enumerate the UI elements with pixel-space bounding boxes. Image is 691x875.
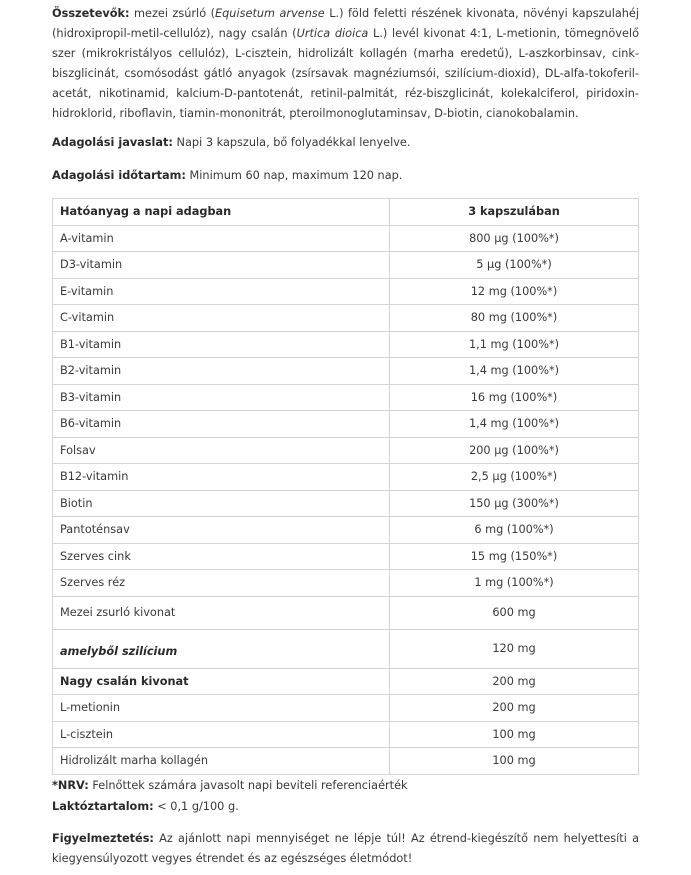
- row-name: Mezei zsurló kivonat: [53, 596, 390, 629]
- ingredients-latin-2: Urtica dioica: [296, 27, 369, 40]
- row-name: A-vitamin: [53, 225, 390, 252]
- row-name: L-cisztein: [53, 721, 390, 748]
- row-value: 80 mg (100%*): [390, 305, 639, 332]
- row-name: B12-vitamin: [53, 464, 390, 491]
- row-name: Szerves cink: [53, 543, 390, 570]
- row-name: Hidrolizált marha kollagén: [53, 748, 390, 775]
- dosage-label: Adagolási javaslat:: [52, 136, 173, 149]
- row-value: 120 mg: [390, 629, 639, 668]
- row-name: C-vitamin: [53, 305, 390, 332]
- lactose-note: [52, 797, 639, 817]
- table-row: [53, 490, 639, 517]
- row-name: L-metionin: [53, 695, 390, 722]
- warning-text: Az ajánlott napi mennyiséget ne lépje túl! Az étrend-kiegészítő nem helyettesíti a kiegyensúlyozott vegyes étrendet és az egészséges életmódot!: [52, 832, 639, 865]
- row-value: 100 mg: [390, 748, 639, 775]
- table-row: [53, 748, 639, 775]
- row-name: Biotin: [53, 490, 390, 517]
- row-name: B3-vitamin: [53, 384, 390, 411]
- nrv-note: [52, 776, 639, 796]
- row-name: D3-vitamin: [53, 252, 390, 279]
- dosage-text: Napi 3 kapszula, bő folyadékkal lenyelve.: [172, 136, 411, 149]
- ingredients-paragraph: [52, 4, 639, 124]
- row-name: E-vitamin: [53, 278, 390, 305]
- row-value: 100 mg: [390, 721, 639, 748]
- row-value: 1,4 mg (100%*): [390, 358, 639, 385]
- table-row: [53, 305, 639, 332]
- table-row: [53, 517, 639, 544]
- row-name: B1-vitamin: [53, 331, 390, 358]
- nutrition-table: [52, 198, 639, 775]
- row-value: 150 µg (300%*): [390, 490, 639, 517]
- table-row: [53, 278, 639, 305]
- row-value: 1,1 mg (100%*): [390, 331, 639, 358]
- row-value: 1,4 mg (100%*): [390, 411, 639, 438]
- row-value: 1 mg (100%*): [390, 570, 639, 597]
- lactose-label: Laktóztartalom:: [52, 800, 154, 813]
- table-row: [53, 596, 639, 629]
- ingredients-text-2: L.) föld feletti részének kivonata, növényi kapszulahéj (hidroxipropil-metil-cellulóz), nagy csalán (: [52, 7, 640, 40]
- row-name: B6-vitamin: [53, 411, 390, 438]
- table-row: [53, 358, 639, 385]
- table-row: [53, 695, 639, 722]
- table-row: [53, 411, 639, 438]
- duration-text: Minimum 60 nap, maximum 120 nap.: [185, 169, 403, 182]
- nrv-text: Felnőttek számára javasolt napi beviteli referenciaérték: [88, 779, 408, 792]
- table-row: [53, 570, 639, 597]
- header-ingredient: Hatóanyag a napi adagban: [53, 199, 390, 226]
- row-name: amelyből szilícium: [53, 629, 390, 668]
- row-value: 200 µg (100%*): [390, 437, 639, 464]
- table-row: [53, 384, 639, 411]
- row-value: 16 mg (100%*): [390, 384, 639, 411]
- row-value: 6 mg (100%*): [390, 517, 639, 544]
- ingredients-label: Összetevők:: [52, 7, 130, 20]
- dosage-paragraph: [52, 133, 639, 153]
- table-row: [53, 437, 639, 464]
- ingredients-latin-1: Equisetum arvense: [215, 7, 325, 20]
- row-value: 15 mg (150%*): [390, 543, 639, 570]
- duration-label: Adagolási időtartam:: [52, 169, 186, 182]
- row-value: 200 mg: [390, 695, 639, 722]
- table-row: [53, 721, 639, 748]
- duration-paragraph: [52, 166, 639, 186]
- table-row: [53, 668, 639, 695]
- table-row: [53, 252, 639, 279]
- warning-label: Figyelmeztetés:: [52, 832, 154, 845]
- nrv-label: *NRV:: [52, 779, 89, 792]
- lactose-text: < 0,1 g/100 g.: [153, 800, 239, 813]
- ingredients-text-3: L.) levél kivonat 4:1, L-metionin, tömegnövelő szer (mikrokristályos cellulóz), L-cisztein, hidrolizált kollagén (marha eredetű), L-aszkorbinsav, cink-biszglicinát, csomósodást gátló anyagok (zsírsavak magnéziumsói, szilícium-dioxid), DL-alfa-tokoferil-acetát, nikotinamid, kalcium-D-pantotenát, retinil-palmitát, réz-biszglicinát, kolekalciferol, piridoxin-hidroklorid, riboflavin, tiamin-mononitrát, pteroilmonoglutaminsav, D-biotin, cianokobalamin.: [52, 27, 639, 120]
- table-header-row: [53, 199, 639, 226]
- row-value: 12 mg (100%*): [390, 278, 639, 305]
- table-row: [53, 225, 639, 252]
- table-row: [53, 543, 639, 570]
- warning-paragraph: [52, 829, 639, 869]
- table-row: [53, 464, 639, 491]
- row-value: 200 mg: [390, 668, 639, 695]
- row-value: 800 µg (100%*): [390, 225, 639, 252]
- row-value: 600 mg: [390, 596, 639, 629]
- ingredients-text-1: mezei zsúrló (: [129, 7, 215, 20]
- header-amount: 3 kapszulában: [390, 199, 639, 226]
- row-name: B2-vitamin: [53, 358, 390, 385]
- row-value: 5 µg (100%*): [390, 252, 639, 279]
- table-row: [53, 331, 639, 358]
- table-row: [53, 629, 639, 668]
- row-name: Folsav: [53, 437, 390, 464]
- row-name: Szerves réz: [53, 570, 390, 597]
- row-name: Pantoténsav: [53, 517, 390, 544]
- row-value: 2,5 µg (100%*): [390, 464, 639, 491]
- row-name: Nagy csalán kivonat: [53, 668, 390, 695]
